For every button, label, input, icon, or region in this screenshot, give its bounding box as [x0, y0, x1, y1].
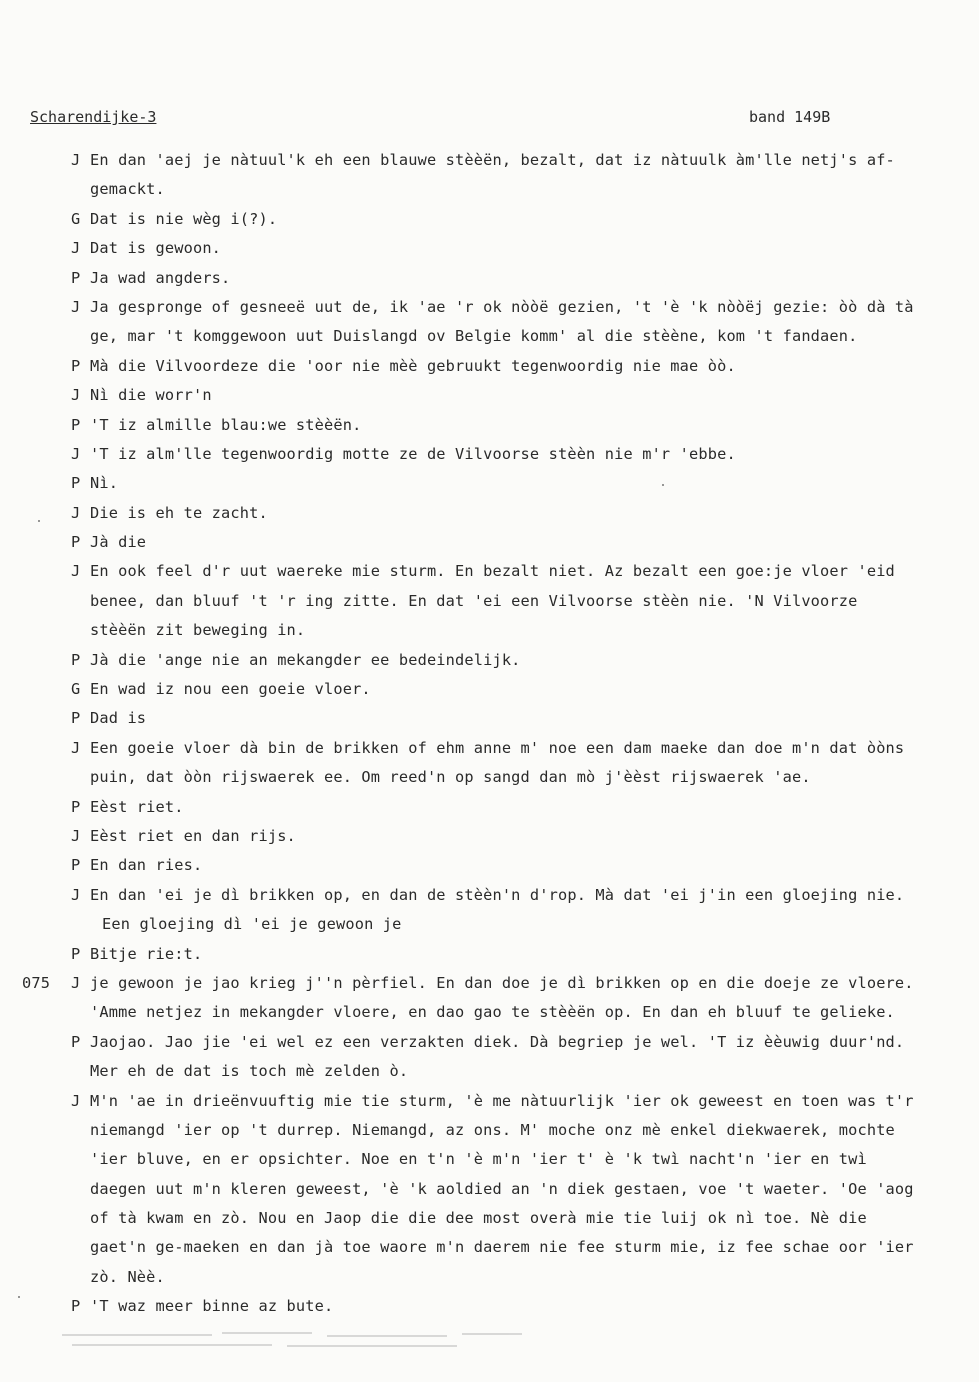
utterance-text: Nì. [90, 474, 119, 493]
transcript-line [0, 205, 979, 234]
transcript-line [0, 293, 979, 322]
transcript-line [0, 851, 979, 880]
transcript-line [0, 704, 979, 733]
speaker-label: G [71, 209, 81, 228]
utterance-text: En dan 'aej je nàtuul'k eh een blauwe stèèën, bezalt, dat iz nàtuulk àm'lle netj's af- [90, 151, 895, 169]
utterance-text: ge, mar 't komggewoon uut Duislangd ov Belgie komm' al die stèène, kom 't fandaen. [90, 327, 858, 346]
utterance-text: Die is eh te zacht. [90, 503, 268, 522]
utterance-text: Een gloejing dì 'ei je gewoon je [102, 915, 402, 934]
utterance-text: 'T iz almille blau:we stèèën. [90, 415, 362, 434]
transcript-line [0, 469, 979, 498]
transcript-line [0, 998, 979, 1027]
utterance-text: Eèst riet en dan rijs. [90, 826, 296, 845]
utterance-text: Mà die Vilvoordeze die 'oor nie mèè gebruukt tegenwoordig nie mae òò. [90, 356, 736, 375]
utterance-text: Mer eh de dat is toch mè zelden ò. [90, 1062, 409, 1081]
utterance-text: niemangd 'ier op 't durrep. Niemangd, az ons. M' moche onz mè enkel diekwaerek, mochte [90, 1120, 895, 1139]
utterance-text: gemackt. [90, 180, 165, 199]
transcript-line [0, 1087, 979, 1116]
utterance-text: Bitje rie:t. [90, 944, 203, 963]
utterance-text: Jà die 'ange nie an mekangder ee bedeindelijk. [90, 650, 521, 669]
utterance-text: En dan 'ei je dì brikken op, en dan de stèèn'n d'rop. Mà dat 'ei j'in een gloejing nie. [90, 885, 905, 904]
transcript-line [0, 616, 979, 645]
utterance-text: Ja gespronge of gesneeë uut de, ik 'ae 'r ok nòòë gezien, 't 'è 'k nòòëj gezie: òò dà tà [90, 297, 914, 316]
utterance-text: Jà die [90, 533, 147, 552]
transcript-line [0, 381, 979, 410]
speaker-label: P [71, 797, 81, 816]
utterance-text: Dad is [90, 709, 147, 728]
utterance-text: je gewoon je jao krieg j''n pèrfiel. En dan doe je dì brikken op en die doeje ze vloere. [90, 973, 914, 992]
transcript-line [0, 440, 979, 469]
utterance-text: stèèën zit beweging in. [90, 621, 306, 640]
transcript-line [0, 910, 979, 939]
utterance-text: 'T iz alm'lle tegenwoordig motte ze de Vilvoorse stèèn nie m'r 'ebbe. [90, 444, 736, 463]
utterance-text: En dan ries. [90, 856, 203, 875]
speaker-label: P [71, 415, 81, 434]
speaker-label: J [71, 151, 81, 169]
speaker-label: J [71, 444, 81, 463]
transcript-line [0, 1057, 979, 1086]
transcript-line [0, 969, 979, 998]
speaker-label: J [71, 239, 81, 258]
paper-speck [662, 484, 664, 486]
speaker-label: J [71, 1091, 81, 1110]
transcript-line [0, 1028, 979, 1057]
speaker-label: P [71, 474, 81, 493]
transcript-line [0, 734, 979, 763]
transcript-line [0, 557, 979, 586]
document-title: Scharendijke-3 [30, 108, 157, 126]
speaker-label: J [71, 885, 81, 904]
speaker-label: J [71, 738, 81, 757]
transcript-line [0, 1175, 979, 1204]
transcript-line [0, 793, 979, 822]
utterance-text: 'T waz meer binne az bute. [90, 1297, 334, 1316]
transcript-line [0, 352, 979, 381]
transcript-line [0, 175, 979, 204]
transcript-line [0, 881, 979, 910]
utterance-text: Ja wad angders. [90, 268, 231, 287]
transcript-line [0, 763, 979, 792]
faded-illegible-text [62, 1330, 532, 1352]
transcript-line [0, 1292, 979, 1321]
transcript-line [0, 234, 979, 263]
paper-speck [18, 1296, 20, 1298]
utterance-text: 'ier bluve, en er opsichter. Noe en t'n 'è m'n 'ier t' è 'k twì nacht'n 'ier en twì [90, 1150, 867, 1169]
speaker-label: J [71, 826, 81, 845]
speaker-label: G [71, 680, 81, 699]
speaker-label: J [71, 973, 81, 992]
utterance-text: zò. Nèè. [90, 1267, 165, 1286]
utterance-text: Nì die worr'n [90, 386, 212, 405]
utterance-text: M'n 'ae in drieënvuuftig mie tie sturm, 'è me nàtuurlijk 'ier ok geweest en toen was t'r [90, 1091, 914, 1110]
speaker-label: P [71, 1032, 81, 1051]
speaker-label: P [71, 709, 81, 728]
utterance-text: puin, dat òòn rijswaerek ee. Om reed'n op sangd dan mò j'èèst rijswaerek 'ae. [90, 768, 811, 787]
transcript-line [0, 1204, 979, 1233]
timestamp-marker: 075 [22, 973, 51, 992]
transcript-line [0, 940, 979, 969]
utterance-text: En wad iz nou een goeie vloer. [90, 680, 371, 699]
transcript-line [0, 264, 979, 293]
utterance-text: En ook feel d'r uut waereke mie sturm. En bezalt niet. Az bezalt een goe:je vloer 'eid [90, 562, 895, 581]
speaker-label: P [71, 356, 81, 375]
transcript-line [0, 1145, 979, 1174]
speaker-label: P [71, 944, 81, 963]
transcript-line [0, 1233, 979, 1262]
speaker-label: P [71, 856, 81, 875]
transcript [0, 146, 979, 1322]
transcript-line [0, 646, 979, 675]
transcript-line [0, 528, 979, 557]
utterance-text: gaet'n ge-maeken en dan jà toe waore m'n daerem nie fee sturm mie, iz fee schae oor 'ier [90, 1238, 914, 1257]
utterance-text: Dat is gewoon. [90, 239, 222, 258]
speaker-label: J [71, 297, 81, 316]
page-header [30, 108, 949, 132]
transcript-line [0, 322, 979, 351]
utterance-text: Jaojao. Jao jie 'ei wel ez een verzakten diek. Dà begriep je wel. 'T iz èèuwig duur'nd. [90, 1032, 905, 1051]
transcript-line [0, 146, 979, 175]
speaker-label: P [71, 650, 81, 669]
transcript-line [0, 587, 979, 616]
transcript-line [0, 822, 979, 851]
transcript-line [0, 1116, 979, 1145]
speaker-label: P [71, 533, 81, 552]
transcript-line [0, 1263, 979, 1292]
utterance-text: Dat is nie wèg i(?). [90, 209, 278, 228]
transcript-line [0, 675, 979, 704]
speaker-label: P [71, 268, 81, 287]
tape-reference: band 149B [749, 108, 831, 126]
utterance-text: 'Amme netjez in mekangder vloere, en dao gao te stèèën op. En dan eh bluuf te gelieke. [90, 1003, 895, 1022]
speaker-label: J [71, 386, 81, 405]
paper-speck [38, 520, 40, 522]
utterance-text: Een goeie vloer dà bin de brikken of ehm anne m' noe een dam maeke dan doe m'n dat òòns [90, 738, 905, 757]
speaker-label: J [71, 503, 81, 522]
transcript-line [0, 499, 979, 528]
utterance-text: daegen uut m'n kleren geweest, 'è 'k aoldied an 'n diek gestaen, voe 't waeter. 'Oe 'aog [90, 1179, 914, 1198]
speaker-label: P [71, 1297, 81, 1316]
utterance-text: Eèst riet. [90, 797, 184, 816]
speaker-label: J [71, 562, 81, 581]
utterance-text: of tà kwam en zò. Nou en Jaop die die dee most overà mie tie luij ok nì toe. Nè die [90, 1209, 867, 1228]
transcript-line [0, 411, 979, 440]
utterance-text: benee, dan bluuf 't 'r ing zitte. En dat 'ei een Vilvoorse stèèn nie. 'N Vilvoorze [90, 591, 858, 610]
